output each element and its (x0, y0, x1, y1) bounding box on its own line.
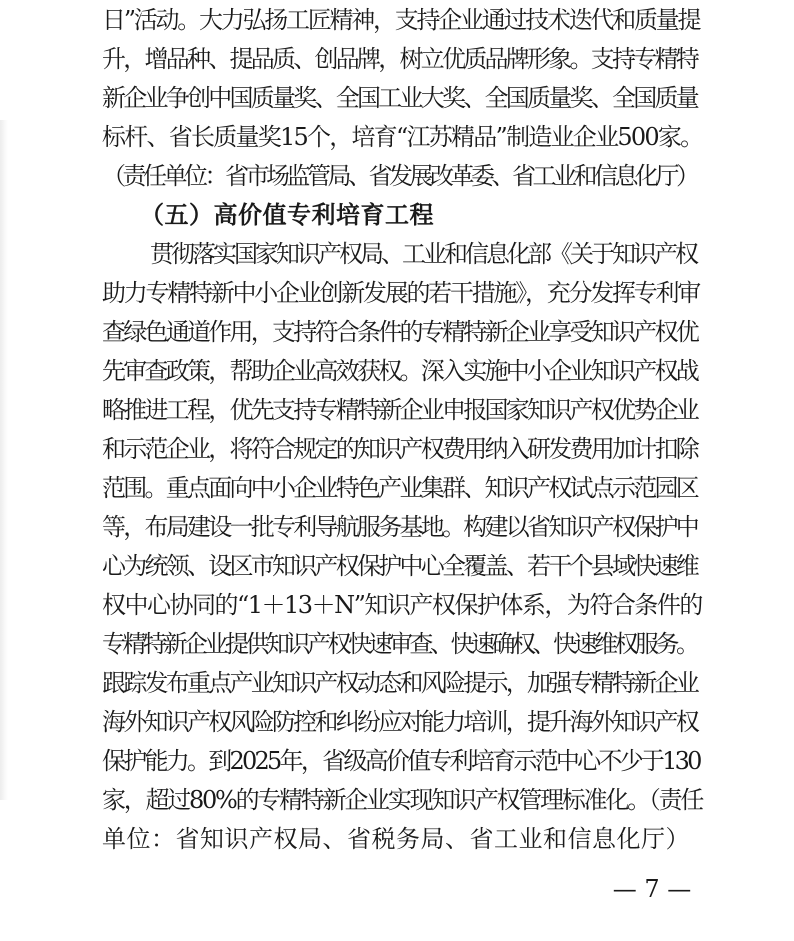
text-line-20: 保护能力。到2025年，省级高价值专利培育示范中心不少于130 (102, 747, 700, 775)
text-line-8: 助力专精特新中小企业创新发展的若干措施》，充分发挥专利审 (102, 279, 699, 307)
text-line-19: 海外知识产权风险防控和纠纷应对能力培训，提升海外知识产权 (102, 708, 697, 736)
page-edge-shadow (0, 120, 8, 800)
responsibility-line-1: （责任单位：省市场监管局、省发展改革委、省工业和信息化厅） (102, 162, 697, 190)
text-line-18: 跟踪发布重点产业知识产权动态和风险提示，加强专精特新企业 (102, 669, 697, 697)
page-number: — 7 — (612, 875, 692, 903)
text-line-13: 范围。重点面向中小企业特色产业集群、知识产权试点示范园区 (102, 474, 697, 502)
text-line-11: 略推进工程，优先支持专精特新企业申报国家知识产权优势企业 (102, 396, 697, 424)
text-line-10: 先审查政策，帮助企业高效获权。深入实施中小企业知识产权战 (102, 357, 697, 385)
text-line-1: 日”活动。大力弘扬工匠精神，支持企业通过技术迭代和质量提 (102, 6, 700, 34)
text-line-3: 新企业争创中国质量奖、全国工业大奖、全国质量奖、全国质量 (102, 84, 697, 112)
text-line-17: 专精特新企业提供知识产权快速审查、快速确权、快速维权服务。 (102, 630, 697, 658)
section-heading: （五）高价值专利培育工程 (140, 201, 434, 229)
responsibility-line-2: 单位：省知识产权局、省税务局、省工业和信息化厅） (102, 825, 690, 853)
text-line-9: 查绿色通道作用，支持符合条件的专精特新企业享受知识产权优 (102, 318, 697, 346)
text-line-14: 等，布局建设一批专利导航服务基地。构建以省知识产权保护中 (102, 513, 697, 541)
text-line-4: 标杆、省长质量奖15个，培育“江苏精品”制造业企业500家。 (102, 123, 703, 151)
text-line-12: 和示范企业，将符合规定的知识产权费用纳入研发费用加计扣除 (102, 435, 697, 463)
text-line-15: 心为统领、设区市知识产权保护中心全覆盖、若干个县域快速维 (102, 552, 697, 580)
text-line-16: 权中心协同的“1＋13＋N”知识产权保护体系，为符合条件的 (102, 591, 702, 619)
paragraph-first-line: 贯彻落实国家知识产权局、工业和信息化部《关于知识产权 (150, 240, 696, 268)
text-line-21: 家，超过80%的专精特新企业实现知识产权管理标准化。（责任 (102, 786, 703, 814)
text-line-2: 升，增品种、提品质、创品牌，树立优质品牌形象。支持专精特 (102, 45, 697, 73)
